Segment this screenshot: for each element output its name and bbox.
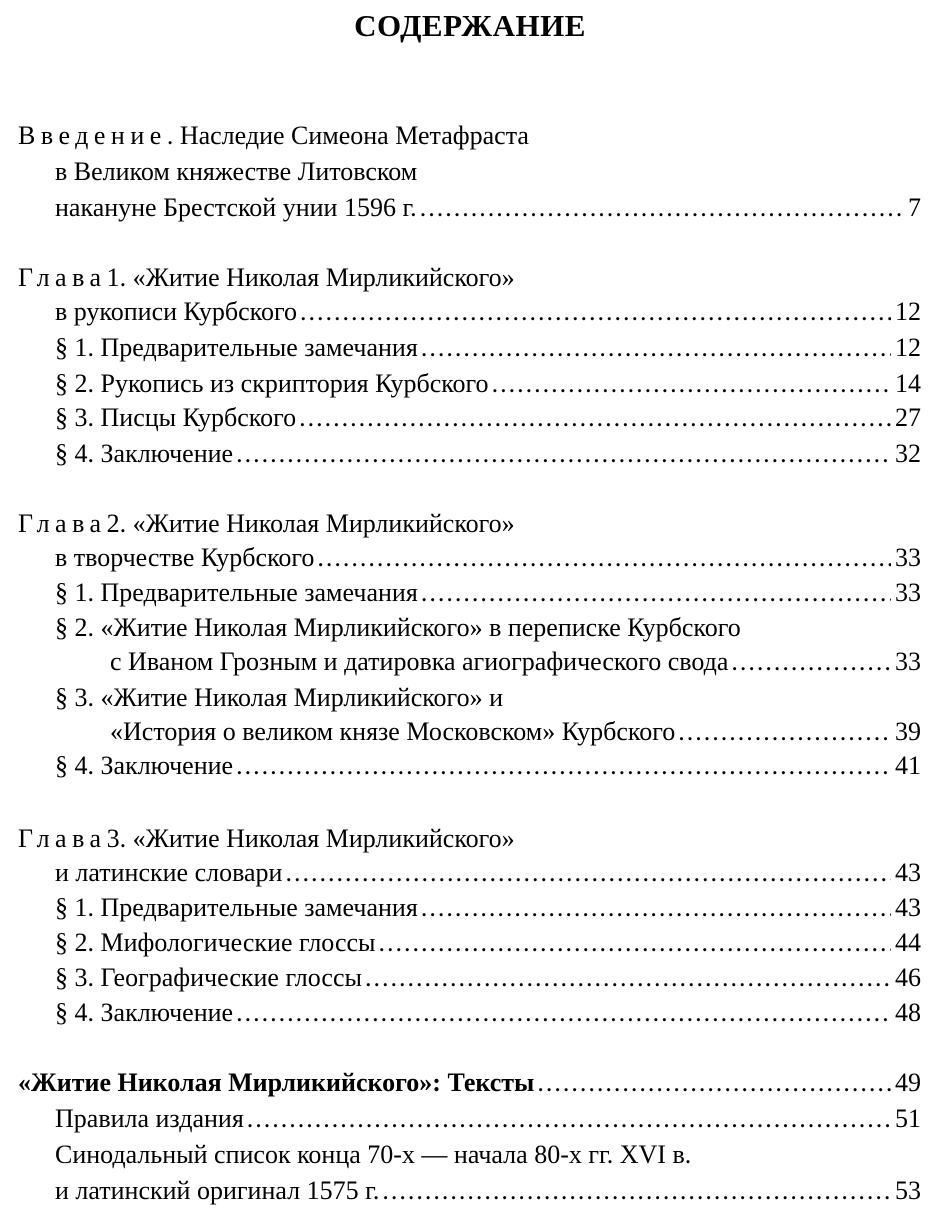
intro-title-line-1: . Наследие Симеона Метафраста — [166, 121, 529, 150]
dot-leader — [421, 893, 891, 923]
intro-prefix: Введение — [18, 121, 167, 150]
toc-entry-section — [55, 333, 921, 363]
texts-heading: «Житие Николая Мирликийского»: Тексты — [18, 1068, 535, 1097]
dot-leader — [317, 543, 891, 573]
section-title: § 3. Писцы Курбского — [55, 403, 297, 432]
section-title: § 1. Предварительные замечания — [55, 893, 418, 922]
page-number: 48 — [895, 998, 921, 1027]
toc-entry-section — [110, 717, 921, 747]
section-title: § 1. Предварительные замечания — [55, 578, 418, 607]
chapter-subtitle: в творчестве Курбского — [55, 543, 315, 572]
section-title: § 2. Рукопись из скриптория Курбского — [55, 369, 489, 398]
section-title: § 2. Мифологические глоссы — [55, 928, 376, 957]
chapter-prefix: Глава — [18, 263, 107, 292]
toc-entry-section — [55, 403, 921, 433]
toc-entry-section — [55, 1176, 921, 1206]
section-title: § 4. Заключение — [55, 998, 234, 1027]
chapter-prefix: Глава — [18, 824, 107, 853]
dot-leader — [678, 717, 891, 747]
section-title-continued: и латинский оригинал 1575 г. — [55, 1176, 380, 1205]
dot-leader — [236, 439, 891, 469]
chapter-title: 3. «Житие Николая Мирликийского» — [106, 824, 515, 853]
toc-entry-chapter-3 — [55, 858, 921, 888]
dot-leader — [420, 193, 904, 223]
page-number: 33 — [895, 647, 921, 676]
dot-leader — [537, 1068, 891, 1098]
page-number: 41 — [895, 751, 921, 780]
page-number: 12 — [895, 333, 921, 362]
toc-entry-section — [55, 369, 921, 399]
page-number: 53 — [895, 1176, 921, 1205]
section-title: § 4. Заключение — [55, 439, 234, 468]
section-title: § 2. «Житие Николая Мирликийского» в переписке Курбского — [55, 613, 741, 642]
intro-title-line-2: в Великом княжестве Литовском — [55, 157, 418, 186]
chapter-prefix: Глава — [18, 509, 107, 538]
dot-leader — [300, 297, 891, 327]
chapter-subtitle: в рукописи Курбского — [55, 297, 298, 326]
intro-heading — [18, 121, 529, 151]
page-number: 51 — [895, 1104, 921, 1133]
chapter-2-heading — [18, 509, 515, 539]
chapter-1-heading — [18, 263, 515, 293]
toc-entry-section — [55, 751, 921, 781]
section-title-continued: «История о великом князе Московском» Курбского — [110, 717, 676, 746]
section-title-continued: с Иваном Грозным и датировка агиографического свода — [110, 647, 729, 676]
chapter-title: 2. «Житие Николая Мирликийского» — [106, 509, 515, 538]
dot-leader — [421, 578, 891, 608]
page-number: 43 — [895, 858, 921, 887]
page-number: 46 — [895, 963, 921, 992]
dot-leader — [421, 333, 891, 363]
page-number: 12 — [895, 297, 921, 326]
section-title: § 3. Географические глоссы — [55, 963, 362, 992]
toc-entry-section — [55, 439, 921, 469]
section-title: § 1. Предварительные замечания — [55, 333, 418, 362]
toc-entry-section — [55, 998, 921, 1028]
toc-entry-section — [55, 578, 921, 608]
page-number: 44 — [895, 928, 921, 957]
page-number: 14 — [895, 369, 921, 398]
chapter-subtitle: и латинские словари — [55, 858, 283, 887]
toc-entry-intro — [55, 193, 921, 223]
toc-entry-chapter-2 — [55, 543, 921, 573]
chapter-title: 1. «Житие Николая Мирликийского» — [106, 263, 515, 292]
dot-leader — [236, 751, 891, 781]
section-title: § 3. «Житие Николая Мирликийского» и — [55, 683, 503, 712]
toc-entry-section — [55, 928, 921, 958]
page-number: 7 — [908, 193, 921, 222]
page-number: 43 — [895, 893, 921, 922]
dot-leader — [382, 1176, 891, 1206]
chapter-3-heading — [18, 824, 515, 854]
toc-entry-section — [55, 893, 921, 923]
page-number: 32 — [895, 439, 921, 468]
section-title: Синодальный список конца 70-х — начала 80-х гг. XVI в. — [55, 1140, 692, 1169]
toc-entry-chapter-1 — [55, 297, 921, 327]
page-number: 49 — [895, 1068, 921, 1097]
dot-leader — [299, 403, 891, 433]
page-number: 33 — [895, 578, 921, 607]
page-number: 39 — [895, 717, 921, 746]
dot-leader — [492, 369, 891, 399]
section-title: Правила издания — [55, 1104, 244, 1133]
toc-entry-section — [55, 963, 921, 993]
dot-leader — [379, 928, 892, 958]
toc-entry-section — [110, 647, 921, 677]
toc-entry-section — [55, 1104, 921, 1134]
page-number: 27 — [895, 403, 921, 432]
page-title: СОДЕРЖАНИЕ — [354, 8, 586, 43]
dot-leader — [247, 1104, 891, 1134]
intro-title-line-3: накануне Брестской унии 1596 г. — [55, 193, 417, 222]
section-title: § 4. Заключение — [55, 751, 234, 780]
dot-leader — [365, 963, 891, 993]
page-number: 33 — [895, 543, 921, 572]
dot-leader — [731, 647, 891, 677]
dot-leader — [285, 858, 891, 888]
dot-leader — [236, 998, 891, 1028]
toc-entry-texts — [18, 1068, 921, 1098]
